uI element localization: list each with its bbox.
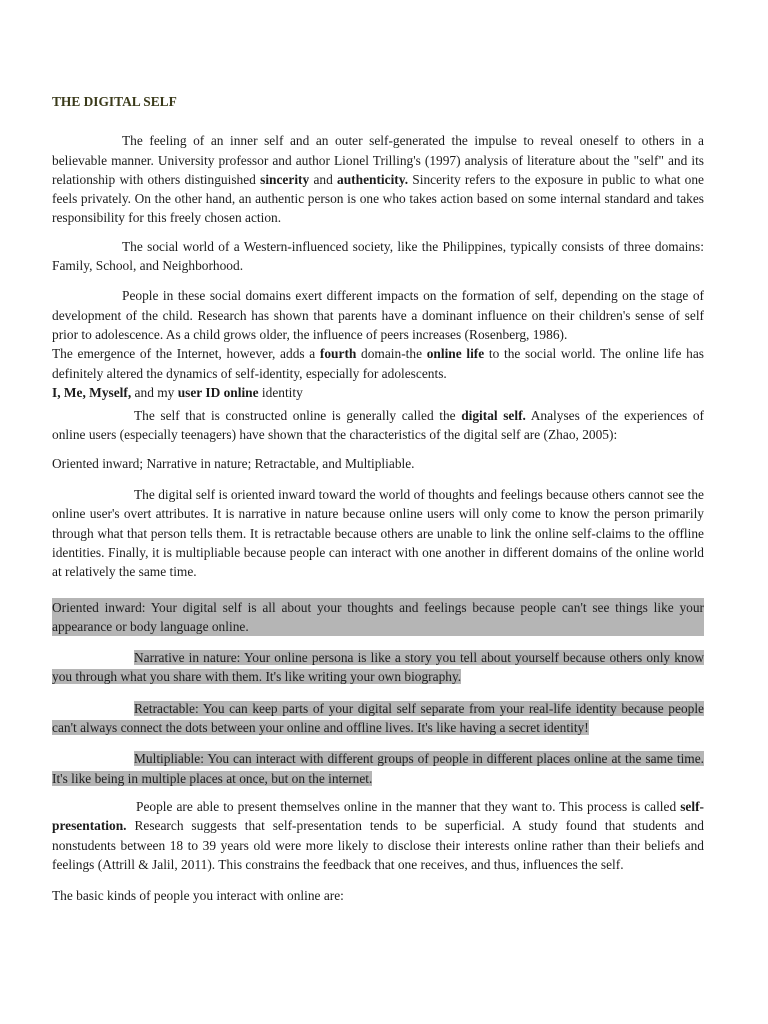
paragraph-kinds-of-people: The basic kinds of people you interact with online are: bbox=[52, 888, 344, 904]
heading-user-id bbox=[52, 383, 704, 402]
document-title: THE DIGITAL SELF bbox=[52, 94, 177, 109]
text: The emergence of the Internet, however, adds a bbox=[52, 346, 320, 362]
document-page bbox=[52, 92, 704, 914]
bold-online-life: online life bbox=[426, 346, 485, 362]
text: People are able to present themselves online in the manner that they want to. This process is called bbox=[136, 798, 681, 814]
highlight-oriented-inward bbox=[52, 598, 704, 637]
highlight-text: Multipliable: You can interact with different groups of people in different places online at the same time. It's like being in multiple places at once, but on the internet. bbox=[52, 751, 704, 786]
paragraph-self-presentation bbox=[52, 797, 704, 874]
text: The feeling of an inner self and an outer self-generated the impulse to reveal oneself to others in a believable manner. University professor and author Lionel Trilling's (1997) analysis of literature about the "self" and its relationship with others distinguished bbox=[52, 133, 704, 187]
text: The self that is constructed online is generally called the bbox=[134, 408, 462, 424]
text: Sincerity refers to the exposure in public to what one feels privately. On the other hand, an authentic person is one who takes action based on some internal standard and takes responsibility for this freely chosen action. bbox=[52, 171, 705, 226]
paragraph-social-world: The social world of a Western-influenced society, like the Philippines, typically consists of three domains: Family, School, and Neighborhood. bbox=[52, 238, 704, 274]
text: identity bbox=[258, 384, 303, 400]
text: and bbox=[309, 171, 338, 187]
paragraph-inner-outer-self bbox=[52, 131, 704, 227]
highlight-text: Narrative in nature: Your online persona is like a story you tell about yourself because others only know you through what you share with them. It's like writing your own biography. bbox=[52, 650, 704, 685]
bold-authenticity: authenticity. bbox=[337, 171, 409, 187]
paragraph-social-domains: People in these social domains exert different impacts on the formation of self, depending on the stage of development of the child. Research has shown that parents have a dominant influence on their children's sense of self prior to adolescence. As a child grows older, the influence of peers increases (Rosenberg, 1986). bbox=[52, 288, 704, 342]
bold-sincerity: sincerity bbox=[260, 171, 310, 187]
bold-self-presentation: self-presentation. bbox=[52, 798, 704, 834]
highlight-text: Retractable: You can keep parts of your digital self separate from your real-life identity because people can't always connect the dots between your online and offline lives. It's like having a secret identity! bbox=[52, 700, 704, 736]
text: to the social world. The online life has definitely altered the dynamics of self-identity, especially for adolescents. bbox=[52, 346, 704, 381]
bold-digital-self: digital self. bbox=[461, 408, 526, 424]
text: Analyses of the experiences of online users (especially teenagers) have shown that the characteristics of the digital self are (Zhao, 2005): bbox=[52, 408, 704, 443]
highlight-multipliable bbox=[52, 749, 704, 788]
bold-i-me-myself: I, Me, Myself, bbox=[52, 384, 132, 400]
paragraph-digital-self bbox=[52, 406, 704, 445]
bold-fourth: fourth bbox=[319, 346, 357, 362]
text: Research suggests that self-presentation tends to be superficial. A study found that students and nonstudents between 18 to 39 years old were more likely to disclose their interests online rather than their beliefs and feelings (Attrill & Jalil, 2011). This constrains the feedback that one receives, and thus, influences the self. bbox=[52, 818, 704, 872]
highlight-narrative bbox=[52, 648, 704, 687]
paragraph-digital-self-explained: The digital self is oriented inward toward the world of thoughts and feelings because others cannot see the online user's overt attributes. It is narrative in nature because online users will only come to know the person primarily through what that person tells them. It is retractable because others are unable to link the online self-claims to the offline identities. Finally, it is multipliable because people can interact with one another in different domains of the online world at relatively the same time. bbox=[52, 487, 704, 580]
bold-user-id-online: user ID online bbox=[177, 384, 259, 400]
text: domain-the bbox=[356, 346, 427, 362]
highlight-text: Oriented inward: Your digital self is all about your thoughts and feelings because people can't see things like your appearance or body language online. bbox=[52, 598, 704, 637]
paragraph-characteristics-list: Oriented inward; Narrative in nature; Retractable, and Multipliable. bbox=[52, 455, 415, 471]
text: and my bbox=[131, 384, 178, 400]
highlight-retractable bbox=[52, 699, 704, 738]
paragraph-internet bbox=[52, 344, 704, 383]
